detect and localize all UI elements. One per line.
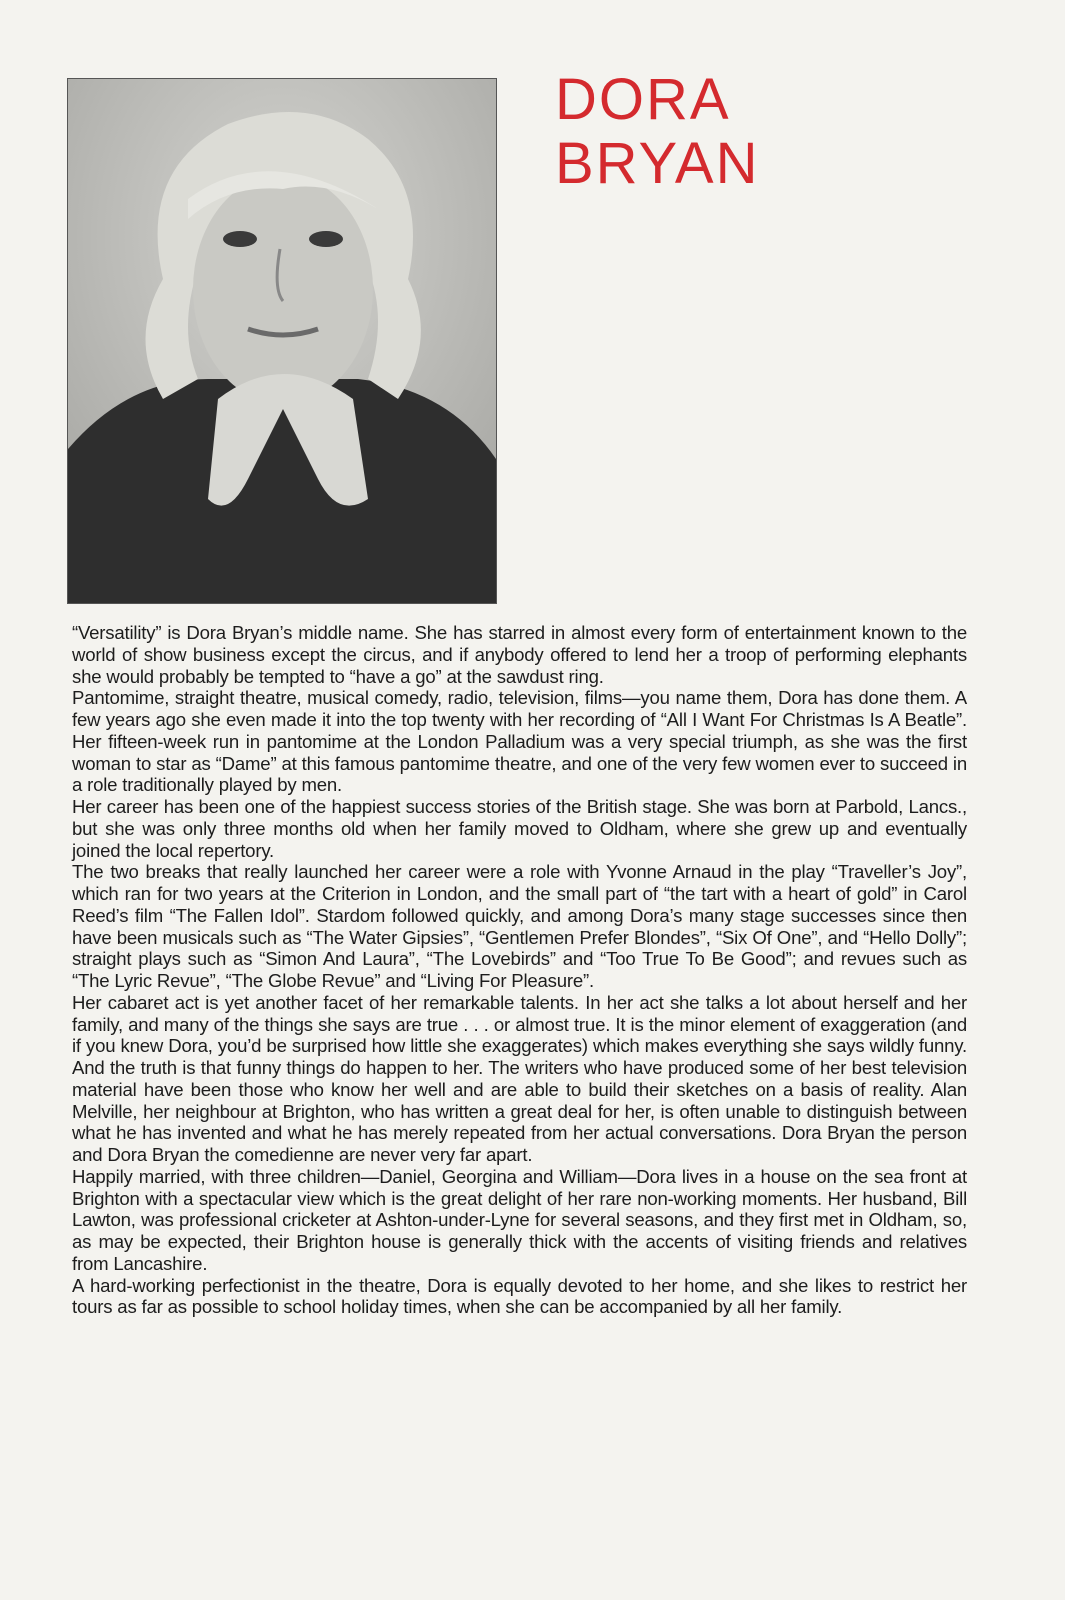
paragraph: Pantomime, straight theatre, musical comedy, radio, television, films—you name them, Dora has done them. A few years ago she even made it into the top twenty with her recording of “All I Want For Christmas Is A Beatle”. Her fifteen-week run in pantomime at the London Palladium was a very special triumph, as she was the first woman to star as “Dame” at this famous pantomime theatre, and one of the very few women ever to succeed in a role traditionally played by men. [72, 687, 967, 796]
paragraph: Her career has been one of the happiest success stories of the British stage. She was born at Parbold, Lancs., but she was only three months old when her family moved to Oldham, where she grew up and eventually joined the local repertory. [72, 796, 967, 861]
paragraph: “Versatility” is Dora Bryan’s middle name. She has starred in almost every form of entertainment known to the world of show business except the circus, and if anybody offered to lend her a troop of performing elephants she would probably be tempted to “have a go” at the sawdust ring. [72, 622, 967, 687]
biography-text [72, 622, 967, 1318]
title-last-name: BRYAN [555, 131, 760, 196]
portrait-photo [67, 78, 497, 604]
paragraph: A hard-working perfectionist in the theatre, Dora is equally devoted to her home, and she likes to restrict her tours as far as possible to school holiday times, when she can be accompanied by all her family. [72, 1274, 967, 1318]
portrait-icon [68, 79, 496, 603]
title-first-name: DORA [555, 67, 731, 132]
paragraph: Happily married, with three children—Daniel, Georgina and William—Dora lives in a house on the sea front at Brighton with a spectacular view which is the great delight of her rare non-working moments. Her husband, Bill Lawton, was professional cricketer at Ashton-under-Lyne for several seasons, and they first met in Oldham, so, as may be expected, their Brighton house is generally thick with the accents of visiting friends and relatives from Lancashire. [72, 1165, 967, 1274]
page-title [555, 68, 759, 196]
paragraph: Her cabaret act is yet another facet of her remarkable talents. In her act she talks a lot about herself and her family, and many of the things she says are true . . . or almost true. It is the minor element of exaggeration (and if you knew Dora, you’d be surprised how little she exaggerates) which makes everything she says wildly funny. And the truth is that funny things do happen to her. The writers who have produced some of her best television material have been those who know her well and are able to build their sketches on a basis of reality. Alan Melville, her neighbour at Brighton, who has written a great deal for her, is often unable to distinguish between what he has invented and what he has merely repeated from her actual conversations. Dora Bryan the person and Dora Bryan the comedienne are never very far apart. [72, 991, 967, 1165]
paragraph: The two breaks that really launched her career were a role with Yvonne Arnaud in the play “Traveller’s Joy”, which ran for two years at the Criterion in London, and the small part of “the tart with a heart of gold” in Carol Reed’s film “The Fallen Idol”. Stardom followed quickly, and among Dora’s many stage successes since then have been musicals such as “The Water Gipsies”, “Gentlemen Prefer Blondes”, “Six Of One”, and “Hello Dolly”; straight plays such as “Simon And Laura”, “The Lovebirds” and “Too True To Be Good”; and revues such as “The Lyric Revue”, “The Globe Revue” and “Living For Pleasure”. [72, 861, 967, 991]
